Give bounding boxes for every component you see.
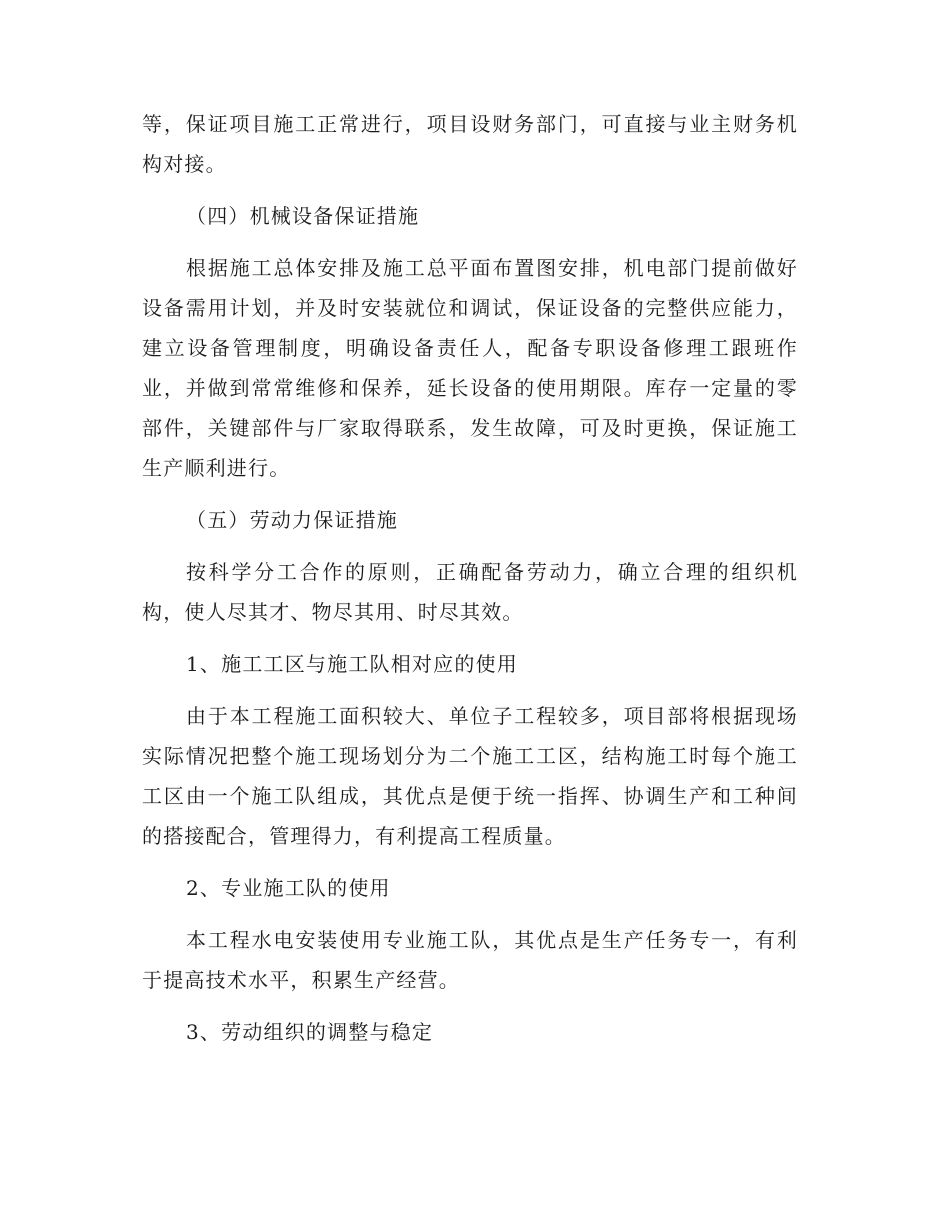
section-heading-machinery: （四）机械设备保证措施 bbox=[186, 204, 420, 228]
paragraph-finance-continued: 等，保证项目施工正常进行，项目设财务部门，可直接与业主财务机构对接。 bbox=[142, 112, 798, 176]
paragraph-work-zones: 由于本工程施工面积较大、单位子工程较多，项目部将根据现场实际情况把整个施工现场划分为二个施工工区，结构施工时每个施工工区由一个施工队组成，其优点是便于统一指挥、协调生产和工种间的搭接配合，管理得力，有利提高工程质量。 bbox=[142, 704, 798, 848]
subheading-labor-adjustment: 3、劳动组织的调整与稳定 bbox=[186, 1020, 434, 1044]
document-body bbox=[142, 104, 798, 1064]
subheading-work-zones: 1、施工工区与施工队相对应的使用 bbox=[186, 652, 518, 676]
subheading-specialized-teams: 2、专业施工队的使用 bbox=[186, 876, 391, 900]
paragraph-machinery: 根据施工总体安排及施工总平面布置图安排，机电部门提前做好设备需用计划，并及时安装就位和调试，保证设备的完整供应能力，建立设备管理制度，明确设备责任人，配备专职设备修理工跟班作业，并做到常常维修和保养，延长设备的使用期限。库存一定量的零部件，关键部件与厂家取得联系，发生故障，可及时更换，保证施工生产顺利进行。 bbox=[142, 256, 798, 480]
paragraph-labor: 按科学分工合作的原则，正确配备劳动力，确立合理的组织机构，使人尽其才、物尽其用、时尽其效。 bbox=[142, 560, 798, 624]
section-heading-labor: （五）劳动力保证措施 bbox=[186, 508, 398, 532]
paragraph-specialized-teams: 本工程水电安装使用专业施工队，其优点是生产任务专一，有利于提高技术水平，积累生产经营。 bbox=[142, 928, 798, 992]
